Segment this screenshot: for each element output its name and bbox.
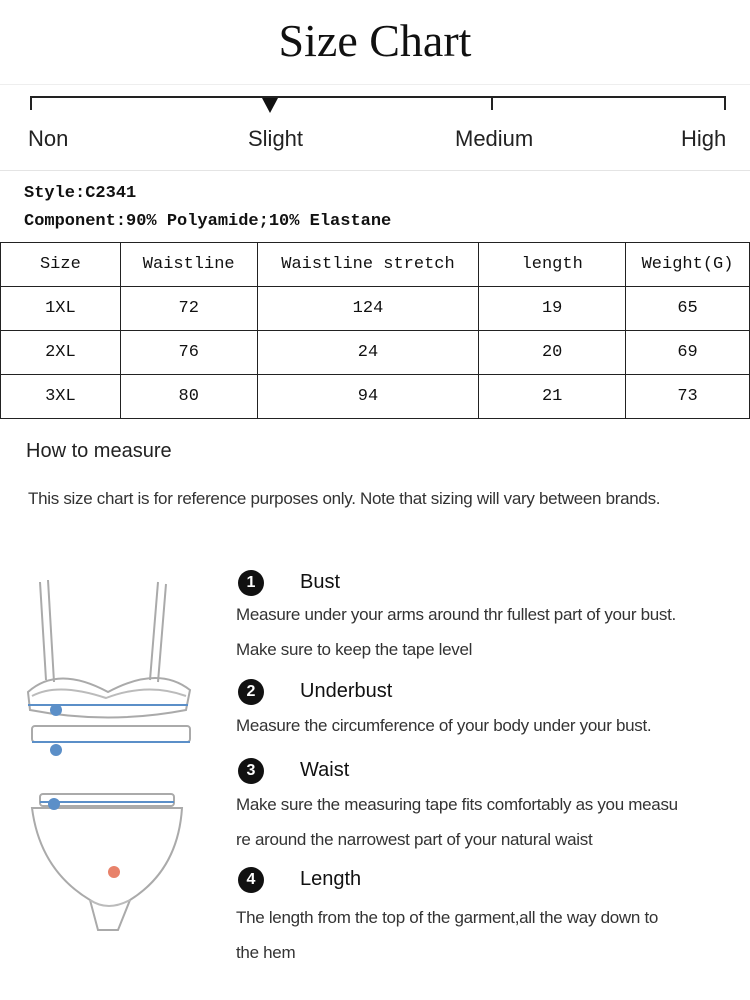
scale-label-high: High bbox=[681, 126, 727, 151]
table-cell: 124 bbox=[257, 287, 479, 331]
table-cell: 21 bbox=[479, 375, 626, 419]
scale-line bbox=[30, 96, 726, 98]
step-text: the hem bbox=[236, 943, 296, 962]
step-text: Measure under your arms around thr fullest part of your bust. bbox=[236, 605, 676, 624]
table-cell: 69 bbox=[626, 331, 750, 375]
step-title: Length bbox=[300, 868, 362, 890]
reference-note: This size chart is for reference purposes only. Note that sizing will vary between brands. bbox=[28, 489, 661, 508]
table-cell: 73 bbox=[626, 375, 750, 419]
component-info: Component:90% Polyamide;10% Elastane bbox=[24, 212, 392, 231]
table-cell: 1XL bbox=[1, 287, 121, 331]
table-row bbox=[1, 375, 750, 419]
table-cell: 24 bbox=[257, 331, 479, 375]
size-table bbox=[0, 242, 750, 419]
step-text: Measure the circumference of your body under your bust. bbox=[236, 716, 652, 735]
step-number-badge: 3 bbox=[238, 758, 264, 784]
scale-tick bbox=[491, 96, 493, 110]
step-text: Make sure the measuring tape fits comfortably as you measu bbox=[236, 795, 678, 814]
table-header-cell: Weight(G) bbox=[626, 243, 750, 287]
table-cell: 19 bbox=[479, 287, 626, 331]
divider bbox=[0, 170, 750, 171]
table-header-cell: Waistline bbox=[120, 243, 257, 287]
marker-4-icon bbox=[108, 866, 120, 878]
table-cell: 20 bbox=[479, 331, 626, 375]
garment-illustration bbox=[18, 570, 208, 950]
step-title: Bust bbox=[300, 571, 341, 593]
table-cell: 65 bbox=[626, 287, 750, 331]
table-cell: 94 bbox=[257, 375, 479, 419]
scale-label-non: Non bbox=[28, 126, 69, 151]
step-text: re around the narrowest part of your natural waist bbox=[236, 830, 593, 849]
style-code: Style:C2341 bbox=[24, 184, 137, 203]
step-title: Waist bbox=[300, 759, 350, 781]
table-cell: 72 bbox=[120, 287, 257, 331]
measure-heading: How to measure bbox=[26, 440, 172, 462]
table-header-cell: Waistline stretch bbox=[257, 243, 479, 287]
marker-3-icon bbox=[48, 798, 60, 810]
step-title: Underbust bbox=[300, 680, 393, 702]
scale-tick bbox=[30, 96, 32, 110]
table-row bbox=[1, 287, 750, 331]
scale-label-slight: Slight bbox=[248, 126, 304, 151]
marker-1-icon bbox=[50, 704, 62, 716]
table-cell: 3XL bbox=[1, 375, 121, 419]
table-header-cell: Size bbox=[1, 243, 121, 287]
table-header-cell: length bbox=[479, 243, 626, 287]
step-text: Make sure to keep the tape level bbox=[236, 640, 473, 659]
step-number-badge: 1 bbox=[238, 570, 264, 596]
divider bbox=[0, 84, 750, 85]
table-row bbox=[1, 331, 750, 375]
scale-pointer-icon bbox=[262, 98, 278, 113]
step-number-badge: 4 bbox=[238, 867, 264, 893]
table-cell: 2XL bbox=[1, 331, 121, 375]
step-number-badge: 2 bbox=[238, 679, 264, 705]
table-cell: 80 bbox=[120, 375, 257, 419]
table-cell: 76 bbox=[120, 331, 257, 375]
table-header-row bbox=[1, 243, 750, 287]
marker-2-icon bbox=[50, 744, 62, 756]
scale-label-medium: Medium bbox=[455, 126, 534, 151]
step-text: The length from the top of the garment,all the way down to bbox=[236, 908, 659, 927]
scale-tick bbox=[724, 96, 726, 110]
page-title: Size Chart bbox=[278, 15, 472, 66]
